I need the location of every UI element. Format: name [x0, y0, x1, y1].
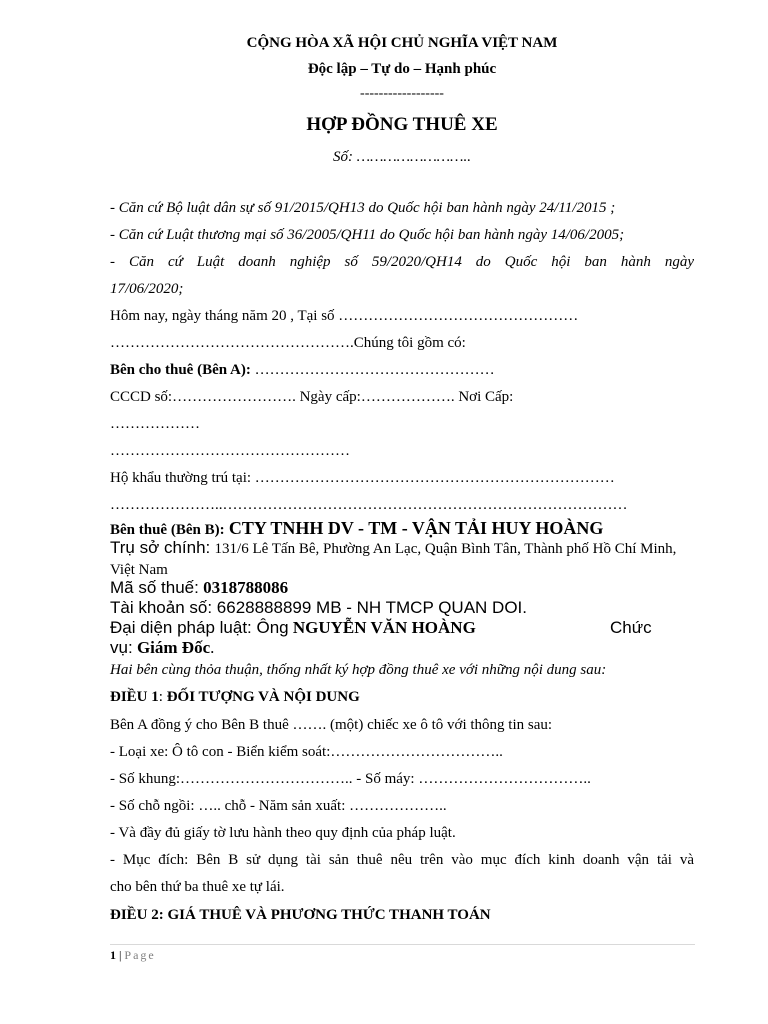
article-1-title: ĐỐI TƯỢNG VÀ NỘI DUNG [162, 689, 360, 705]
article-1-line-1: Bên A đồng ý cho Bên B thuê ……. (một) chiếc xe ô tô với thông tin sau: [110, 717, 553, 733]
article-1-colon: : [158, 689, 163, 705]
spacer [110, 170, 694, 195]
page-footer [110, 944, 695, 963]
article-1-purpose: - Mục đích: Bên B sử dụng tài sản thuê nêu trên vào mục đích kinh doanh vận tải và [110, 852, 694, 868]
party-b-label: Bên thuê (Bên B): [110, 522, 225, 538]
legal-basis-enterprise-law-date: 17/06/2020; [110, 281, 184, 297]
article-1-documents: - Và đầy đủ giấy tờ lưu hành theo quy định của pháp luật. [110, 825, 456, 841]
party-b-rep-label: Đại diện pháp luật: Ông [110, 618, 289, 637]
footer-separator: | [116, 948, 125, 962]
separator: ------------------ [360, 86, 444, 101]
party-a-id-line: CCCD số:……………………. Ngày cấp:………………. Nơi Cấp: [110, 389, 514, 405]
party-a-name-blank: ………………………………………… [250, 362, 495, 378]
article-1-seats-year: - Số chỗ ngồi: ….. chỗ - Năm sản xuất: ……………….. [110, 798, 447, 814]
party-a-extra-blank: ………………………………………… [110, 443, 350, 459]
party-b-office [110, 538, 694, 578]
article-2-heading: ĐIỀU 2: GIÁ THUÊ VÀ PHƯƠNG THỨC THANH TOÁN [110, 907, 491, 923]
article-1-number: ĐIỀU 1 [110, 689, 159, 705]
article-1-vehicle-type: - Loại xe: Ô tô con - Biển kiểm soát:…………………………….. [110, 744, 503, 760]
party-b-representative [110, 618, 694, 638]
page-number: 1 [110, 948, 116, 962]
party-b-tax [110, 578, 694, 598]
intro-parties: ………………………………………….Chúng tôi gồm có: [110, 335, 466, 351]
motto: Độc lập – Tự do – Hạnh phúc [307, 61, 497, 77]
page-label: Page [124, 948, 156, 962]
agreement-statement: Hai bên cùng thỏa thuận, thống nhất ký hợp đồng thuê xe với những nội dung sau: [110, 662, 607, 678]
party-a-residence: Hộ khẩu thường trú tại: ……………………………………………………………… [110, 470, 615, 486]
party-b-position-label: Chức [610, 618, 652, 637]
legal-basis-civil-code: - Căn cứ Bộ luật dân sự số 91/2015/QH13 do Quốc hội ban hành ngày 24/11/2015 ; [110, 200, 616, 216]
republic-heading: CỘNG HÒA XÃ HỘI CHỦ NGHĨA VIỆT NAM [246, 35, 558, 51]
article-1-chassis-engine: - Số khung:…………………………….. - Số máy: …………………………….. [110, 771, 591, 787]
party-b-position-label-2: vụ: [110, 638, 133, 657]
party-b-office-label: Trụ sở chính: [110, 538, 211, 557]
party-a-place-blank: ……………… [110, 416, 200, 432]
party-b-position-end: . [210, 638, 215, 657]
document-body [110, 30, 694, 929]
party-b-position [110, 638, 694, 658]
contract-number: Số: …………………….. [333, 149, 471, 165]
party-b-bank-account: Tài khoản số: 6628888899 MB - NH TMCP QUAN DOI. [110, 598, 527, 617]
party-b-tax-value: 0318788086 [203, 578, 289, 597]
party-b-company: CTY TNHH DV - TM - VẬN TẢI HUY HOÀNG [228, 518, 604, 538]
legal-basis-enterprise-law: - Căn cứ Luật doanh nghiệp số 59/2020/QH14 do Quốc hội ban hành ngày [110, 254, 694, 270]
party-b-rep-name: NGUYỄN VĂN HOÀNG [292, 618, 476, 637]
party-a-residence-blank: …………………..……………………………………………………………………… [110, 497, 628, 513]
intro-date-place: Hôm nay, ngày tháng năm 20 , Tại số ………………………………………… [110, 308, 579, 324]
document-title: HỢP ĐỒNG THUÊ XE [306, 114, 498, 135]
party-b-heading [110, 518, 694, 538]
party-b-tax-label: Mã số thuế: [110, 578, 199, 597]
party-a-label: Bên cho thuê (Bên A): [110, 362, 251, 378]
article-1-purpose-cont: cho bên thứ ba thuê xe tự lái. [110, 879, 285, 895]
party-a-heading [110, 357, 694, 384]
party-b-office-value: 131/6 Lê Tấn Bê, Phường An Lạc, Quận Bình Tân, Thành phố Hồ Chí Minh, Việt Nam [110, 541, 677, 578]
party-b-position-value: Giám Đốc [136, 638, 211, 657]
article-1-heading [110, 682, 694, 712]
legal-basis-commercial-law: - Căn cứ Luật thương mại số 36/2005/QH11 do Quốc hội ban hành ngày 14/06/2005; [110, 227, 625, 243]
